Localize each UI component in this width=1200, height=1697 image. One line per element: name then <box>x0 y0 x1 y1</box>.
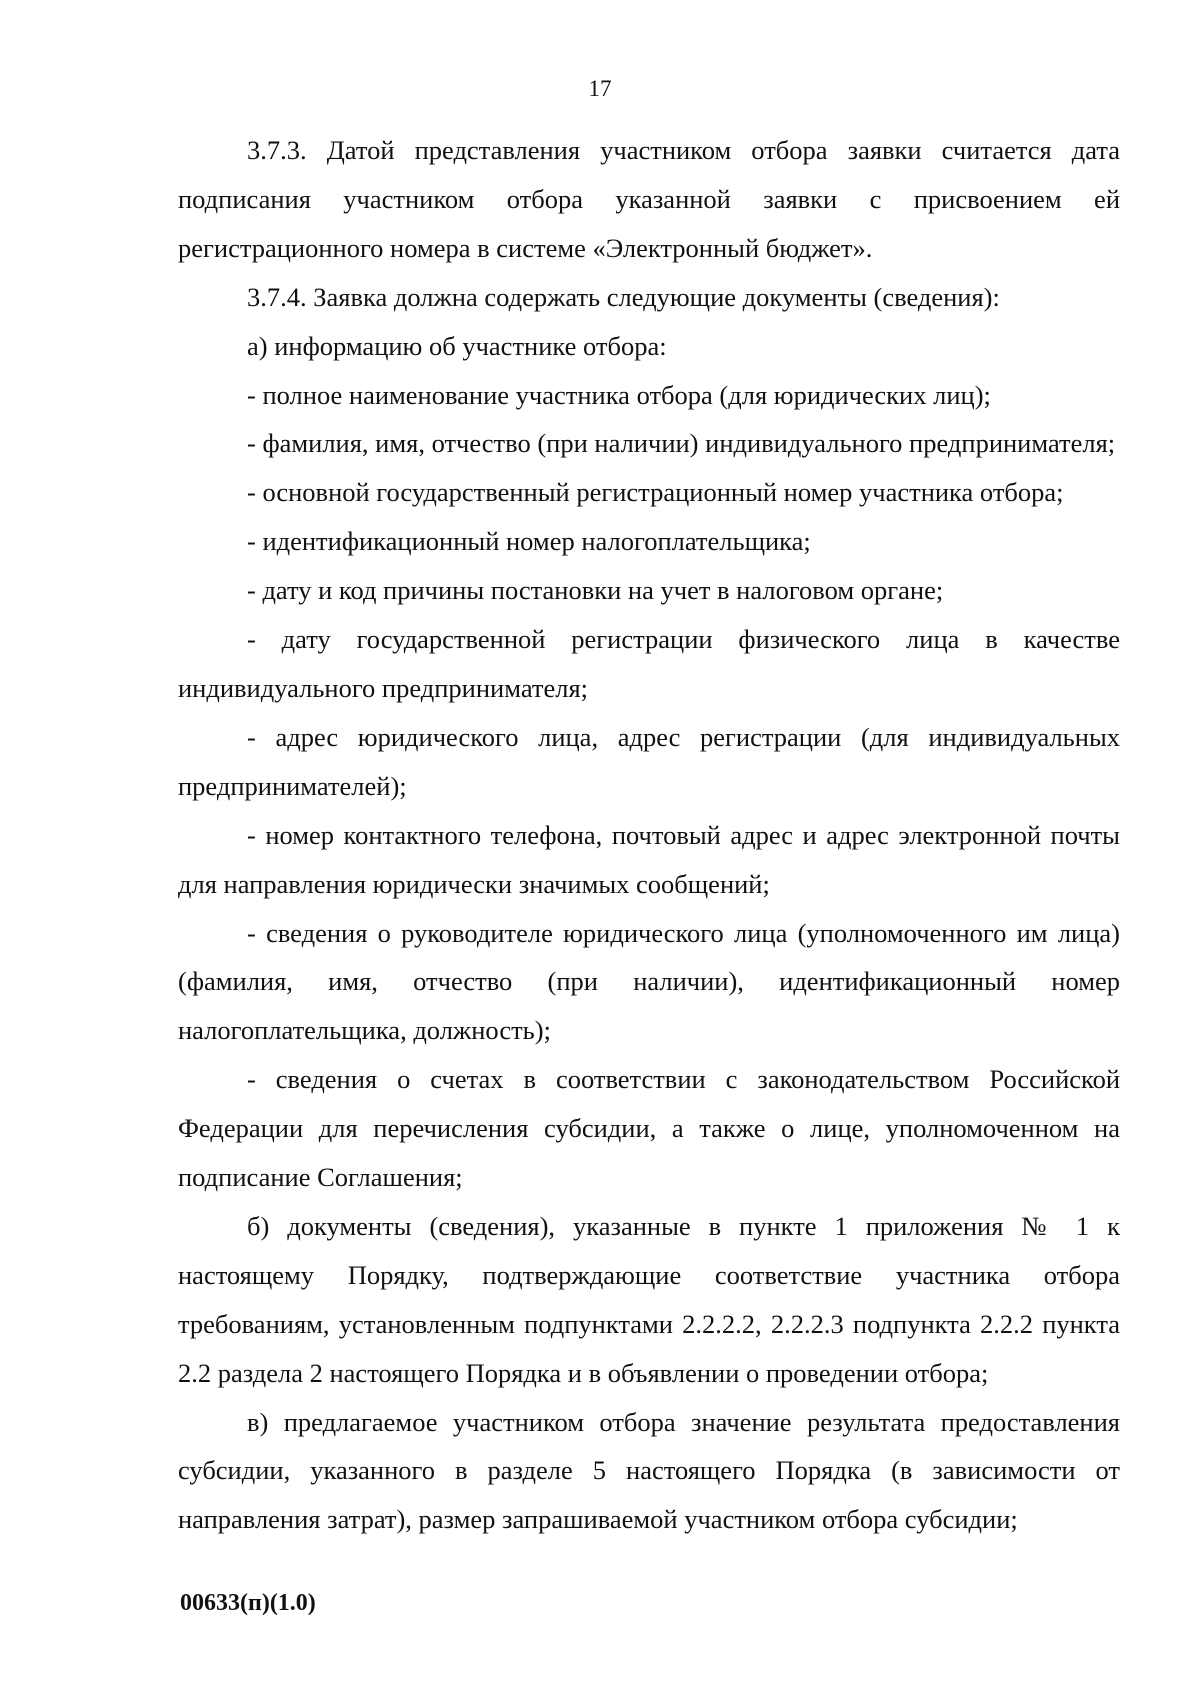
paragraph-b: б) документы (сведения), указанные в пункте 1 приложения № 1 к настоящему Порядку, подтверждающие соответствие участника отбора требованиям, установленным подпунктами 2.2.2.2, 2.2.2.3 подпункта 2.2.2 пункта 2.2 раздела 2 настоящего Порядка и в объявлении о проведении отбора; <box>178 1210 1120 1388</box>
list-item-address: - адрес юридического лица, адрес регистрации (для индивидуальных предпринимателей); <box>178 721 1120 801</box>
document-body <box>178 126 1120 1544</box>
list-item-head-info: - сведения о руководителе юридического лица (уполномоченного им лица) (фамилия, имя, отчество (при наличии), идентификационный номер налогоплательщика, должность); <box>178 917 1120 1046</box>
paragraph-a: а) информацию об участнике отбора: <box>247 330 667 361</box>
document-code: 00633(п)(1.0) <box>180 1590 316 1616</box>
list-item-registration-date: - дату государственной регистрации физического лица в качестве индивидуального предпринимателя; <box>178 624 1120 703</box>
paragraph-v: в) предлагаемое участником отбора значение результата предоставления субсидии, указанного в разделе 5 настоящего Порядка (в зависимости от направления затрат), размер запрашиваемой участником отбора субсидии; <box>178 1406 1120 1535</box>
list-item-contacts: - номер контактного телефона, почтовый адрес и адрес электронной почты для направления юридически значимых сообщений; <box>178 819 1120 899</box>
list-item-full-name: - полное наименование участника отбора (для юридических лиц); <box>247 379 991 410</box>
list-item-entrepreneur-name: - фамилия, имя, отчество (при наличии) индивидуального предпринимателя; <box>247 428 1116 459</box>
page-number: 17 <box>588 76 612 101</box>
paragraph-3-7-3: 3.7.3. Датой представления участником отбора заявки считается дата подписания участником отбора указанной заявки с присвоением ей регистрационного номера в системе «Электронный бюджет». <box>178 135 1120 263</box>
list-item-accounts: - сведения о счетах в соответствии с законодательством Российской Федерации для перечисления субсидии, а также о лице, уполномоченном на подписание Соглашения; <box>178 1064 1120 1193</box>
list-item-inn: - идентификационный номер налогоплательщика; <box>247 526 811 557</box>
paragraph-3-7-4: 3.7.4. Заявка должна содержать следующие документы (сведения): <box>247 281 1000 312</box>
list-item-ogrn: - основной государственный регистрационный номер участника отбора; <box>247 477 1064 508</box>
list-item-kpp: - дату и код причины постановки на учет в налоговом органе; <box>247 575 944 606</box>
